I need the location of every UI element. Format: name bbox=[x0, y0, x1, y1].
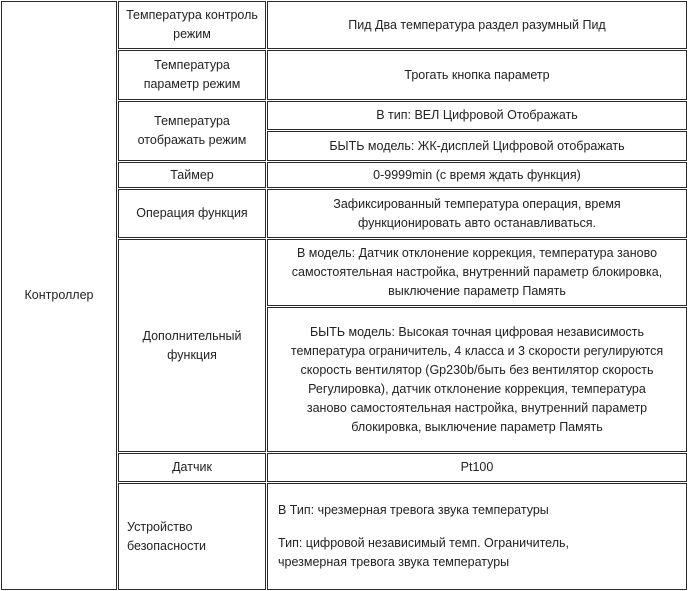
value-text: Зафиксированный температура операция, время функционировать авто останавливаться. bbox=[333, 196, 621, 230]
value-text: Трогать кнопка параметр bbox=[404, 67, 550, 82]
value-text-be: Тип: цифровой независимый темп. Ограничитель, чрезмерная тревога звука температуры bbox=[278, 536, 569, 569]
label-temp-display bbox=[118, 101, 266, 161]
label-operation bbox=[118, 189, 266, 238]
group-label-controller bbox=[1, 1, 117, 590]
label-additional bbox=[118, 239, 266, 452]
label-text: Температура отображать режим bbox=[137, 114, 247, 147]
value-safety bbox=[267, 483, 687, 590]
label-safety bbox=[118, 483, 266, 590]
value-temp-display-b bbox=[267, 101, 687, 130]
value-text: БЫТЬ модель: ЖК-дисплей Цифровой отображать bbox=[329, 138, 625, 153]
value-temp-control bbox=[267, 1, 687, 49]
label-text: Температура контроль режим bbox=[126, 8, 258, 41]
value-temp-display-be bbox=[267, 131, 687, 161]
label-text: Операция функция bbox=[136, 206, 248, 220]
value-text: 0-9999min (с время ждать функция) bbox=[373, 167, 581, 182]
label-text: Таймер bbox=[170, 167, 214, 182]
label-timer bbox=[118, 162, 266, 188]
group-label-text: Контроллер bbox=[24, 288, 94, 302]
label-text: Устройство безопасности bbox=[127, 519, 207, 553]
value-operation bbox=[267, 189, 687, 238]
label-text: Датчик bbox=[172, 460, 212, 474]
value-temp-param bbox=[267, 50, 687, 100]
value-text: БЫТЬ модель: Высокая точная цифровая независимость температура ограничитель, 4 класса и 3 скорости регулируются скорость вентилятор (Gp230b/быть без вентилятор скорость Регулировка), датчик отклонение коррекция, температура заново самостоятельная настройка, внутренний параметр блокировка, выключение параметр Память bbox=[290, 324, 664, 434]
value-text: В модель: Датчик отклонение коррекция, температура заново самостоятельная настройка, внутренний параметр блокировка, выключение параметр Память bbox=[291, 246, 663, 298]
label-text: Дополнительный функция bbox=[142, 328, 242, 362]
value-text: Пид Два температура раздел разумный Пид bbox=[348, 17, 606, 32]
value-sensor bbox=[267, 453, 687, 482]
value-text: Pt100 bbox=[460, 460, 494, 474]
value-text-b: В Тип: чрезмерная тревога звука температуры bbox=[278, 503, 549, 517]
label-temp-control bbox=[118, 1, 266, 49]
value-timer bbox=[267, 162, 687, 188]
value-additional-b bbox=[267, 239, 687, 306]
label-text: Температура параметр режим bbox=[143, 58, 241, 91]
label-sensor bbox=[118, 453, 266, 482]
label-temp-param bbox=[118, 50, 266, 100]
value-text: В тип: ВЕЛ Цифровой Отображать bbox=[376, 108, 578, 122]
value-additional-be bbox=[267, 307, 687, 452]
